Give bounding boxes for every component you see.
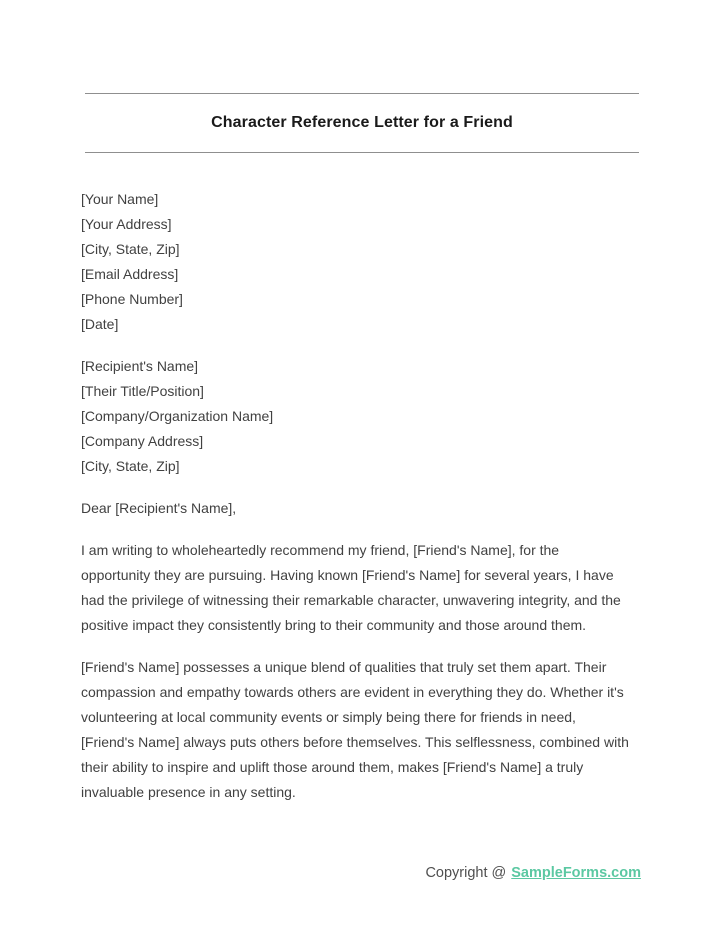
sender-address-line: [Your Address] (81, 216, 172, 232)
document-header (85, 93, 639, 153)
sender-email-line: [Email Address] (81, 266, 179, 282)
sender-block (81, 187, 629, 337)
recipient-name-line: [Recipient's Name] (81, 358, 199, 374)
sampleforms-link[interactable]: SampleForms.com (511, 865, 641, 881)
page-footer (425, 865, 641, 881)
letter-paragraph-2: [Friend's Name] possesses a unique blend of qualities that truly set them apart. Their compassion and empathy towards others are evident in everything they do. Whether it's volunteering at local community events or simply being there for friends in need, [Friend's Name] always puts others before themselves. This selflessness, combined with their ability to inspire and uplift those around them, makes [Friend's Name] a truly invaluable presence in any setting. (81, 659, 629, 800)
sender-name-line: [Your Name] (81, 191, 159, 207)
letter-paragraph-1: I am writing to wholeheartedly recommend my friend, [Friend's Name], for the opportunity they are pursuing. Having known [Friend's Name] for several years, I have had the privilege of witnessing their remarkable character, unwavering integrity, and the positive impact they consistently bring to their community and those around them. (81, 542, 621, 633)
recipient-block (81, 354, 629, 479)
salutation: Dear [Recipient's Name], (81, 500, 237, 516)
recipient-company-address-line: [Company Address] (81, 433, 204, 449)
recipient-title-line: [Their Title/Position] (81, 383, 204, 399)
recipient-company-line: [Company/Organization Name] (81, 408, 274, 424)
copyright-text: Copyright @ (425, 865, 507, 881)
sender-phone-line: [Phone Number] (81, 291, 183, 307)
page-title: Character Reference Letter for a Friend (211, 114, 513, 131)
date-line: [Date] (81, 316, 119, 332)
sender-city-state-zip-line: [City, State, Zip] (81, 241, 180, 257)
recipient-city-state-zip-line: [City, State, Zip] (81, 458, 180, 474)
letter-body (81, 187, 629, 805)
